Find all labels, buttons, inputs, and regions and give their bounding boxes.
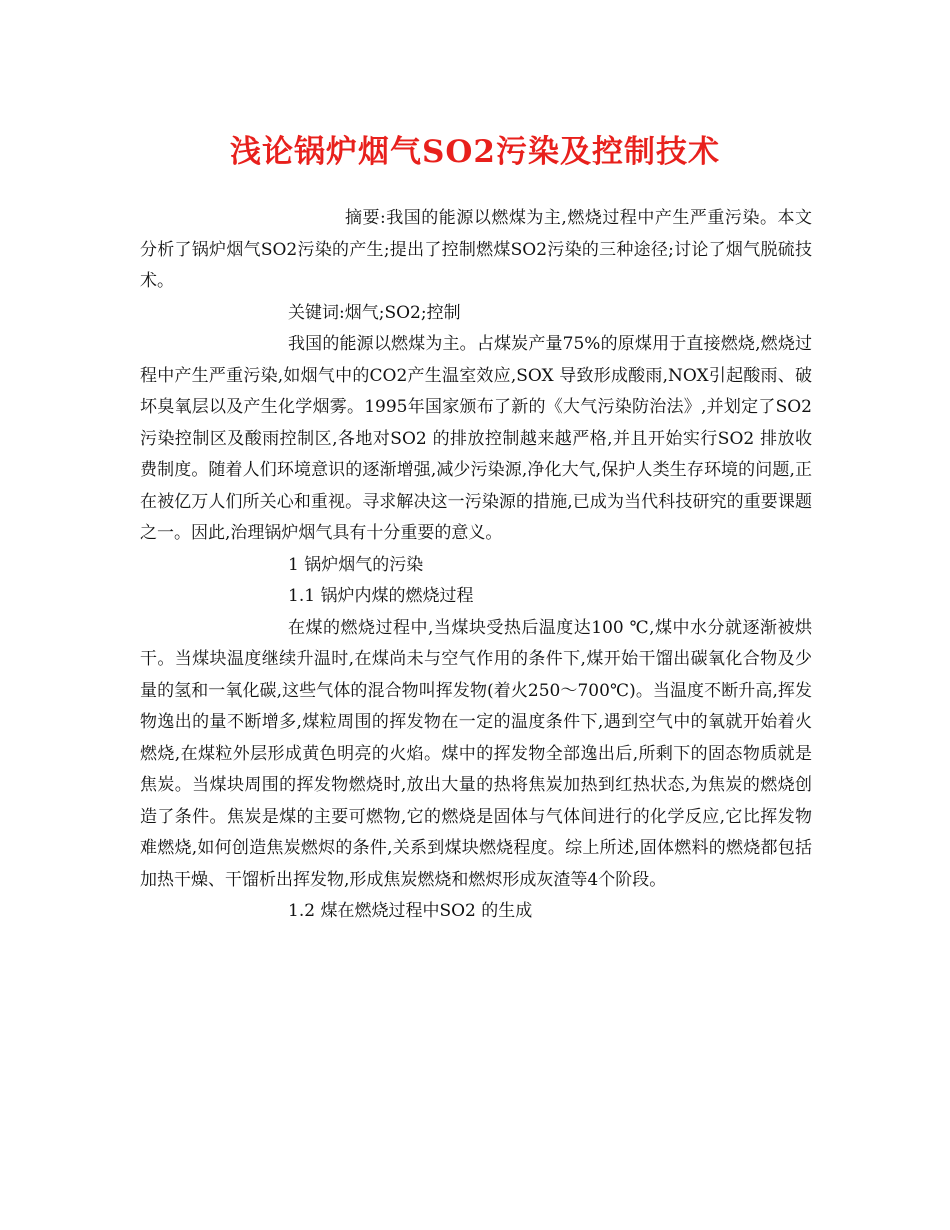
- keywords-paragraph: 关键词:烟气;SO2;控制: [288, 302, 461, 323]
- abstract-paragraph: 摘要:我国的能源以燃煤为主,燃烧过程中产生严重污染。本文分析了锅炉烟气SO2污染的产生;提出了控制燃煤SO2污染的三种途径;讨论了烟气脱硫技术。: [140, 208, 812, 291]
- subsection-heading: 1.1 锅炉内煤的燃烧过程: [288, 586, 474, 606]
- body-paragraph: 我国的能源以燃煤为主。占煤炭产量75%的原煤用于直接燃烧,燃烧过程中产生严重污染,如烟气中的CO2产生温室效应,SOX 导致形成酸雨,NOX引起酸雨、破坏臭氧层以及产生化学烟雾。1995年国家颁布了新的《大气污染防治法》,并划定了SO2 污染控制区及酸雨控制区,各地对SO2 的排放控制越来越严格,并且开始实行SO2 排放收费制度。随着人们环境意识的逐渐增强,减少污染源,净化大气,保护人类生存环境的问题,正在被亿万人们所关心和重视。寻求解决这一污染源的措施,已成为当代科技研究的重要课题之一。因此,治理锅炉烟气具有十分重要的意义。: [140, 334, 812, 543]
- section-heading: 1 锅炉烟气的污染: [288, 554, 424, 575]
- body-paragraph: 在煤的燃烧过程中,当煤块受热后温度达100 ℃,煤中水分就逐渐被烘干。当煤块温度继续升温时,在煤尚未与空气作用的条件下,煤开始干馏出碳氧化合物及少量的氢和一氧化碳,这些气体的混合物叫挥发物(着火250～700℃)。当温度不断升高,挥发物逸出的量不断增多,煤粒周围的挥发物在一定的温度条件下,遇到空气中的氧就开始着火燃烧,在煤粒外层形成黄色明亮的火焰。煤中的挥发物全部逸出后,所剩下的固态物质就是焦炭。当煤块周围的挥发物燃烧时,放出大量的热将焦炭加热到红热状态,为焦炭的燃烧创造了条件。焦炭是煤的主要可燃物,它的燃烧是固体与气体间进行的化学反应,它比挥发物难燃烧,如何创造焦炭燃烬的条件,关系到煤块燃烧程度。综上所述,固体燃料的燃烧都包括加热干燥、干馏析出挥发物,形成焦炭燃烧和燃烬形成灰渣等4个阶段。: [140, 617, 812, 890]
- document-title: 浅论锅炉烟气SO2污染及控制技术: [230, 134, 720, 170]
- subsection-heading: 1.2 煤在燃烧过程中SO2 的生成: [288, 901, 533, 921]
- document-body: [140, 203, 812, 928]
